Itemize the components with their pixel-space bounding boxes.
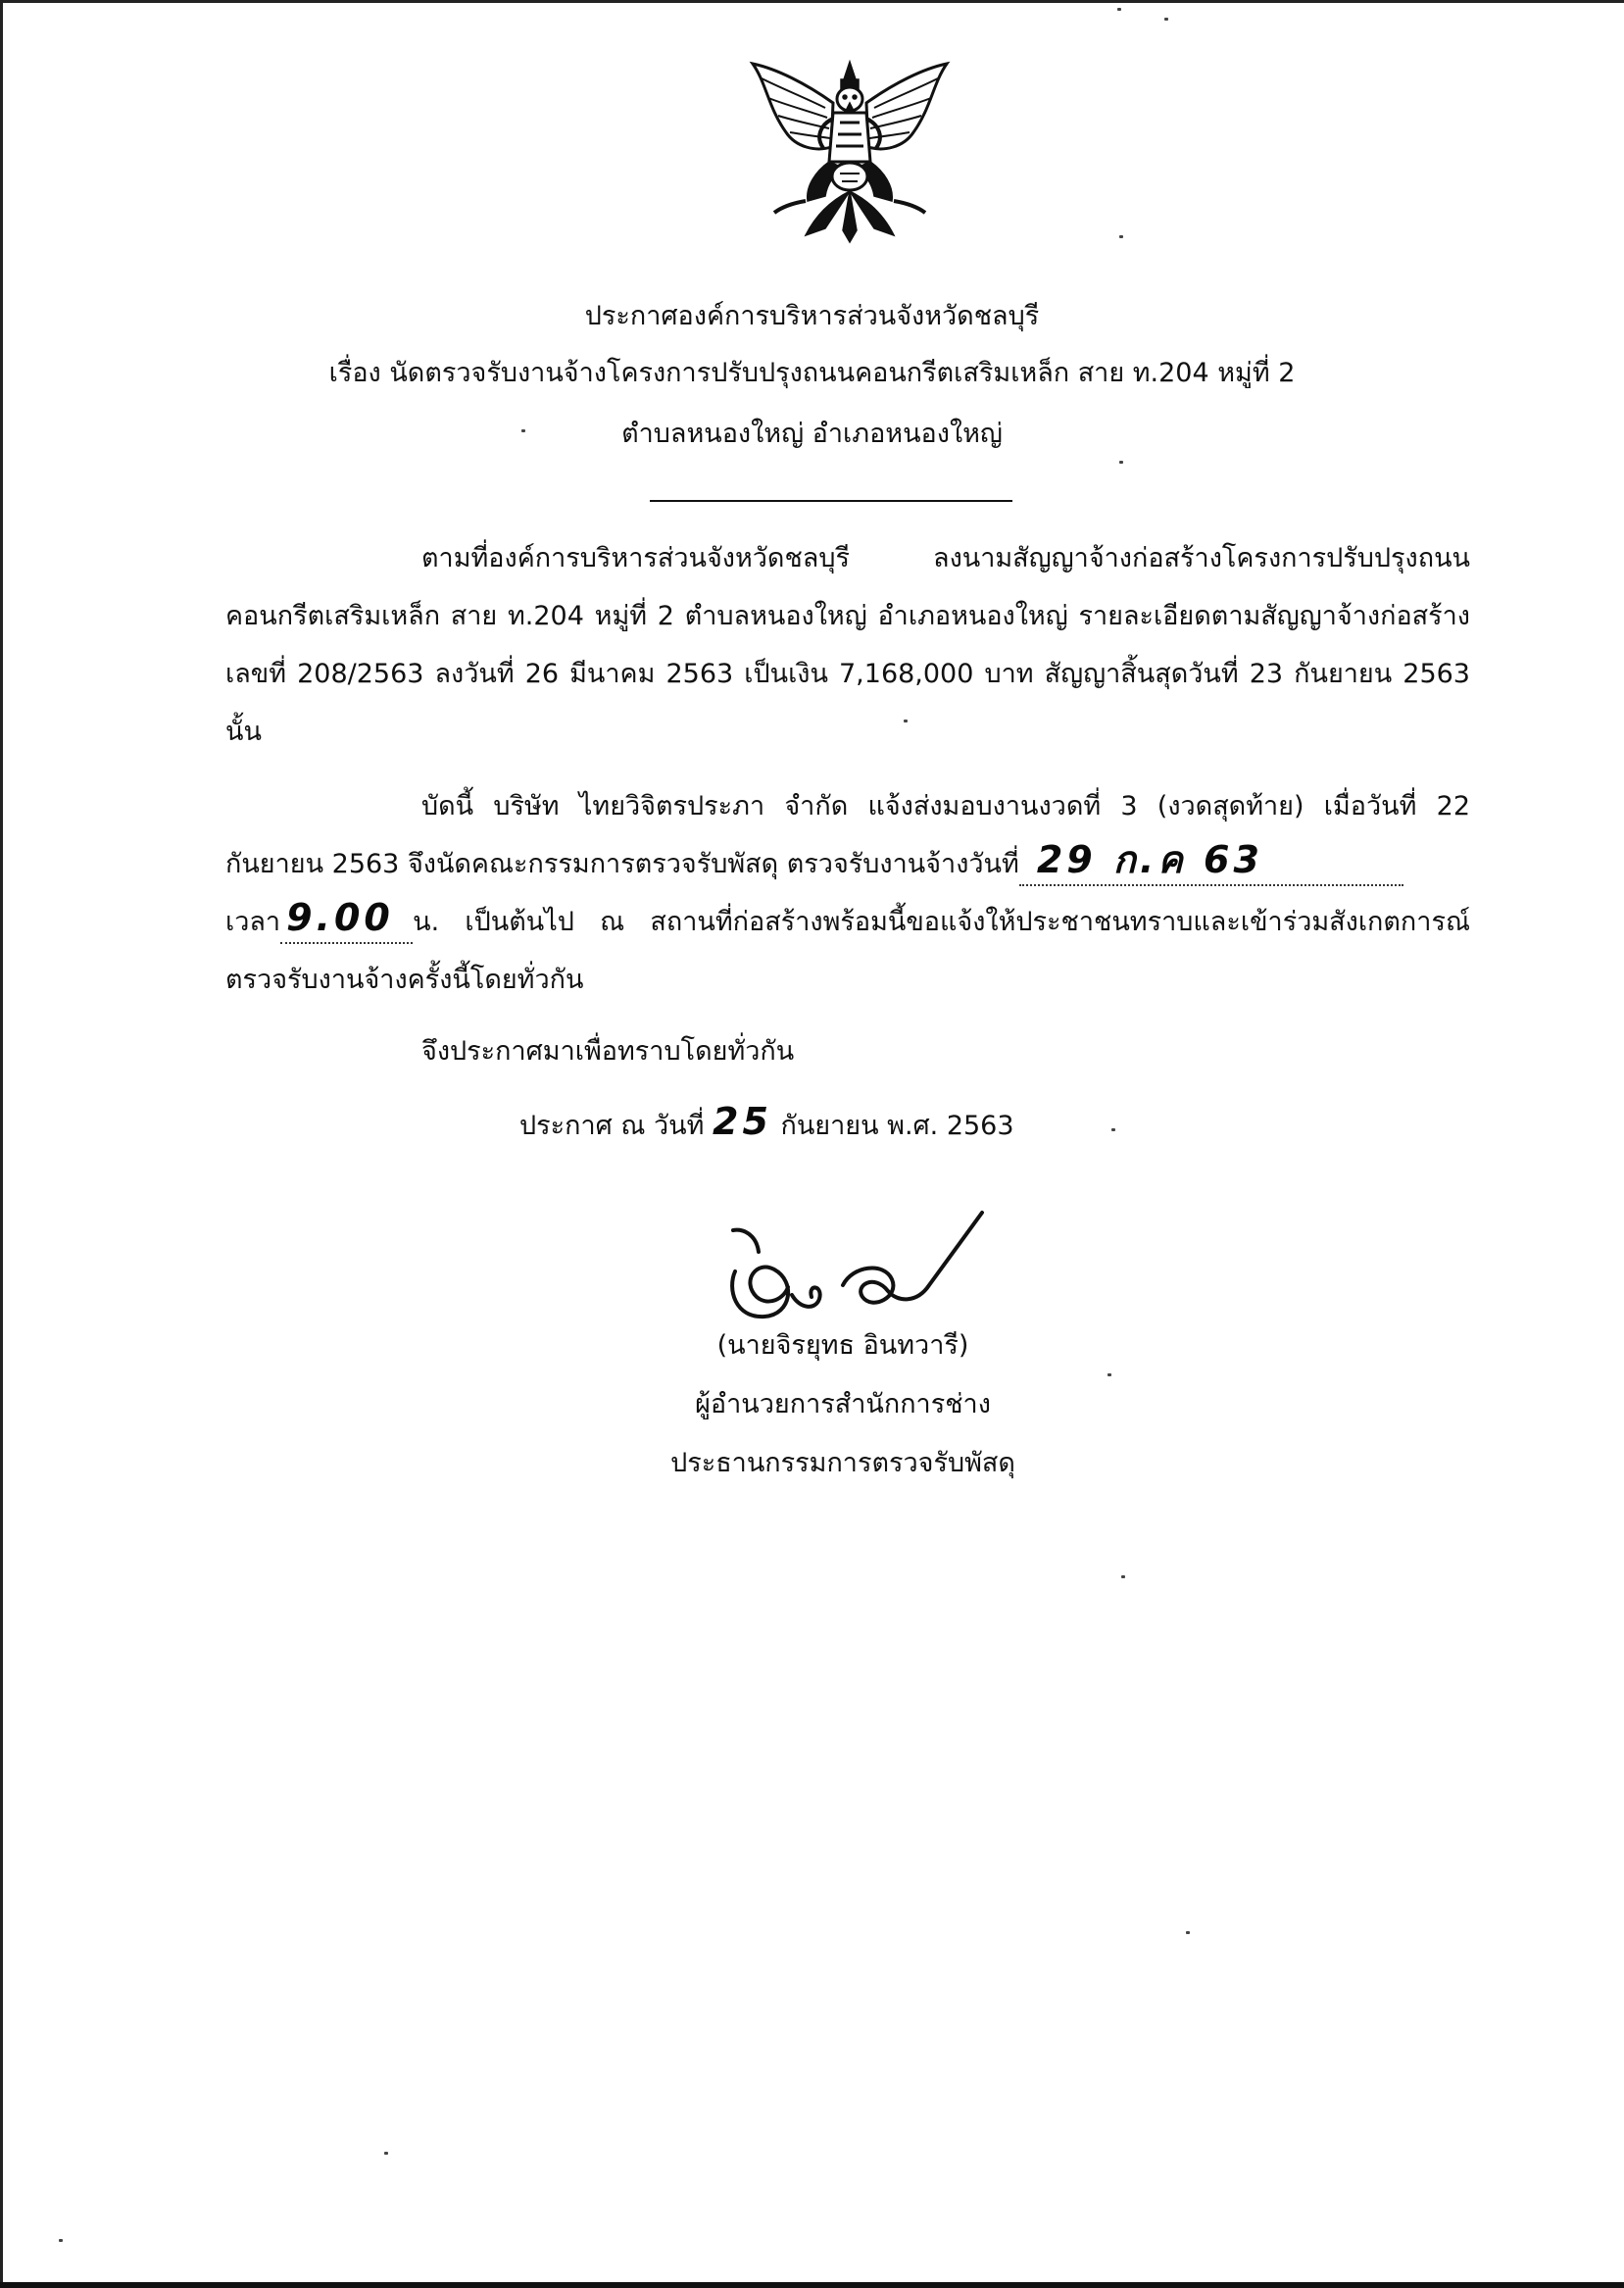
scan-speck xyxy=(1121,1575,1125,1578)
scan-edge-bottom xyxy=(0,2282,1624,2288)
scan-speck xyxy=(521,429,525,432)
inspection-time-handwritten: 9.00 xyxy=(286,896,394,939)
scan-speck xyxy=(384,2152,388,2155)
announcement-title: ประกาศองค์การบริหารส่วนจังหวัดชลบุรี xyxy=(584,301,1040,331)
paragraph-contract-text: ตามที่องค์การบริหารส่วนจังหวัดชลบุรี ลงนามสัญญาจ้างก่อสร้างโครงการปรับปรุงถนนคอนกรีตเสริมเหล็ก สาย ท.204 หมู่ที่ 2 ตำบลหนองใหญ่ อำเภอหนองใหญ่ รายละเอียดตามสัญญาจ้างก่อสร้างเลขที่ 208/2563 ลงวันที่ 26 มีนาคม 2563 เป็นเงิน 7,168,000 บาท สัญญาสิ้นสุดวันที่ 23 กันยายน 2563 นั้น xyxy=(225,543,1470,747)
announcement-location: ตำบลหนองใหญ่ อำเภอหนองใหญ่ xyxy=(621,419,1003,449)
time-label: เวลา xyxy=(225,907,281,937)
scan-edge-left xyxy=(0,0,3,2288)
signatory-role: ประธานกรรมการตรวจรับพัสดุ xyxy=(670,1448,1015,1478)
scan-speck xyxy=(904,720,908,722)
paragraph-contract xyxy=(225,529,1470,761)
inspection-date-handwritten: 29 ก.ค 63 xyxy=(1036,838,1263,881)
inspection-time-field xyxy=(280,898,413,944)
signatory-position: ผู้อำนวยการสำนักการช่าง xyxy=(695,1389,991,1419)
dateline-day-handwritten: 25 xyxy=(713,1100,772,1143)
scan-speck xyxy=(1111,1128,1115,1131)
scan-speck xyxy=(1119,461,1123,464)
paragraph-inspection xyxy=(225,777,1470,1009)
signatory-name: (นายจิรยุทธ อินทวารี) xyxy=(716,1330,969,1361)
scan-speck xyxy=(1164,18,1168,21)
title-divider xyxy=(650,500,1012,502)
scan-edge-top xyxy=(0,0,1624,3)
scan-speck xyxy=(1186,1931,1190,1934)
inspection-date-field xyxy=(1019,840,1403,886)
announcement-subject: เรื่อง นัดตรวจรับงานจ้างโครงการปรับปรุงถนนคอนกรีตเสริมเหล็ก สาย ท.204 หมู่ที่ 2 xyxy=(328,358,1296,388)
signature-icon xyxy=(706,1201,990,1328)
closing-line: จึงประกาศมาเพื่อทราบโดยทั่วกัน xyxy=(421,1036,795,1067)
dateline-prefix: ประกาศ ณ วันที่ xyxy=(519,1111,705,1141)
scan-speck xyxy=(1107,1373,1111,1376)
paragraph-inspection-text: บัดนี้ บริษัท ไทยวิจิตรประภา จำกัด แจ้งส่งมอบงานงวดที่ 3 (งวดสุดท้าย) เมื่อวันที่ 22 กันยายน 2563 จึงนัดคณะกรรมการตรวจรับพัสดุ ตรวจรับงานจ้างวันที่ xyxy=(225,791,1470,879)
paragraph-inspection-text-2: น. เป็นต้นไป ณ สถานที่ก่อสร้างพร้อมนี้ขอแจ้งให้ประชาชนทราบและเข้าร่วมสังเกตการณ์ตรวจรับงานจ้างครั้งนี้โดยทั่วกัน xyxy=(225,907,1470,995)
scan-speck xyxy=(1117,8,1121,11)
garuda-emblem-icon xyxy=(747,54,953,245)
announcement-dateline xyxy=(519,1100,1014,1146)
scan-speck xyxy=(59,2239,63,2242)
dateline-suffix: กันยายน พ.ศ. 2563 xyxy=(780,1111,1014,1141)
scan-speck xyxy=(1119,235,1123,238)
